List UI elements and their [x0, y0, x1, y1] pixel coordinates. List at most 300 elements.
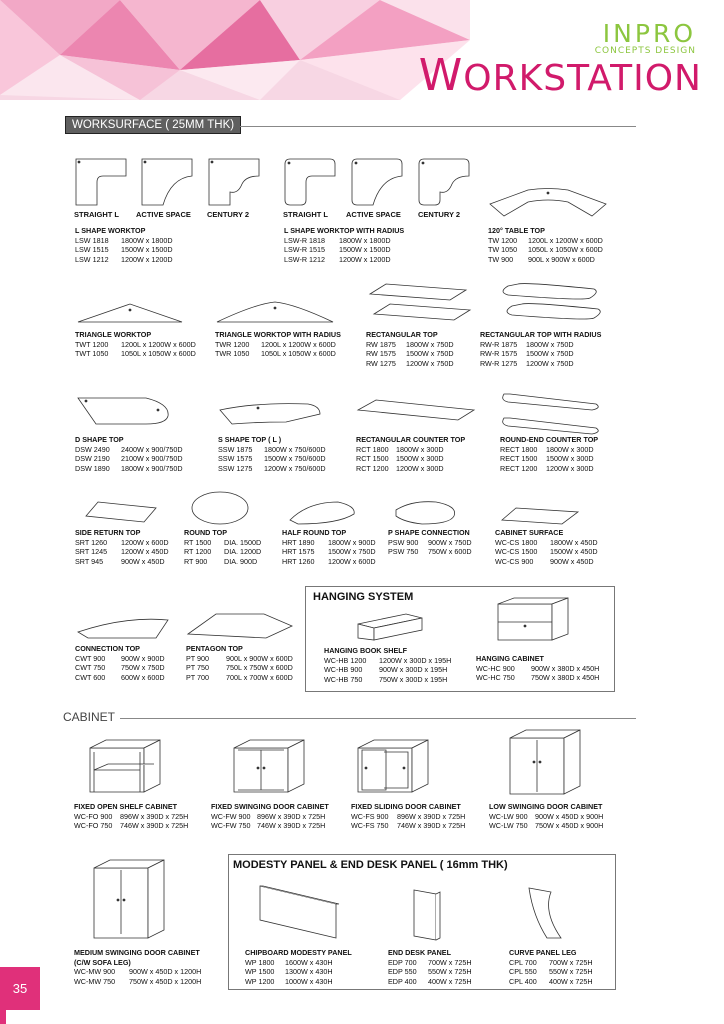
spec-size: 900L x 900W x 600D: [528, 254, 595, 264]
spec-size: 1200W x 450D: [121, 547, 169, 557]
spec-code: EDP 400: [388, 976, 417, 986]
spec-row: [476, 664, 599, 674]
spec-row: [488, 255, 603, 265]
spec-code: WP 1800: [245, 957, 275, 967]
spec-row: [245, 958, 352, 968]
spec-size: 1050L x 1050W x 600D: [121, 349, 196, 359]
product-triangle: [75, 330, 196, 359]
hanging-book-shelf-drawing: [356, 612, 424, 642]
product-title: S SHAPE TOP ( L ): [218, 435, 282, 444]
spec-row: [75, 349, 196, 359]
spec-row: [75, 673, 165, 683]
spec-size: DIA. 1200D: [224, 547, 262, 557]
rect-top-drawing: [366, 282, 476, 326]
product-round-top: [184, 528, 261, 566]
spec-size: 1800W x 750/600D: [264, 444, 326, 454]
spec-size: 1200W x 750D: [406, 358, 454, 368]
shape-label-straight-l: STRAIGHT L: [74, 210, 119, 219]
spec-code: WC-HB 750: [324, 674, 363, 684]
spec-row: [495, 557, 598, 567]
spec-row: [186, 673, 293, 683]
spec-row: [480, 359, 601, 369]
spec-code: HRT 1890: [282, 537, 315, 547]
spec-size: 550W x 725H: [428, 967, 472, 977]
product-title: CONNECTION TOP: [75, 644, 140, 653]
spec-size: 700W x 725H: [549, 957, 593, 967]
cabinet-surface-drawing: [500, 506, 580, 526]
straight-l-drawing: [75, 158, 127, 206]
spec-code: TWT 1200: [75, 339, 109, 349]
swinging-door-cabinet-drawing: [232, 738, 306, 794]
shape-label-straight-l-radius: STRAIGHT L: [283, 210, 328, 219]
product-title: TRIANGLE WORKTOP: [75, 330, 152, 339]
spec-code: PT 700: [186, 672, 210, 682]
spec-size: 1500W x 300D: [396, 454, 444, 464]
spec-row: [351, 812, 465, 822]
product-low-swinging-cabinet: [489, 802, 603, 831]
spec-size: 1200W x 300D: [396, 463, 444, 473]
page-title-initial: W: [418, 50, 464, 101]
spec-code: CPL 400: [509, 976, 537, 986]
spec-code: RW 1275: [366, 358, 396, 368]
spec-code: HRT 1260: [282, 556, 315, 566]
spec-row: [284, 245, 404, 255]
product-title: D SHAPE TOP: [75, 435, 124, 444]
spec-row: [75, 663, 165, 673]
spec-code: EDP 700: [388, 957, 417, 967]
spec-row: [186, 663, 293, 673]
brand-subtitle: CONCEPTS DESIGN: [594, 46, 696, 56]
spec-code: CWT 900: [75, 653, 106, 663]
spec-size: 1300W x 430H: [285, 967, 333, 977]
spec-code: WC-MW 900: [74, 967, 116, 977]
spec-row: [75, 255, 173, 265]
spec-size: 1600W x 430H: [285, 957, 333, 967]
spec-size: 896W x 390D x 725H: [397, 811, 466, 821]
spec-row: [500, 454, 598, 464]
spec-size: 1800W x 750D: [526, 339, 574, 349]
spec-row: [356, 445, 465, 455]
low-swinging-door-cabinet-drawing: [508, 728, 582, 796]
spec-size: 750W x 750D: [121, 663, 165, 673]
spec-row: [75, 445, 183, 455]
spec-size: 2400W x 900/750D: [121, 444, 183, 454]
spec-row: [75, 538, 169, 548]
spec-row: [488, 245, 603, 255]
spec-code: RW-R 1875: [480, 339, 518, 349]
product-rect-top-radius: [480, 330, 601, 368]
spec-size: 700L x 700W x 600D: [226, 672, 293, 682]
product-side-return: [75, 528, 169, 566]
spec-row: [509, 977, 593, 987]
spec-code: RT 1200: [184, 547, 212, 557]
spec-row: [388, 977, 472, 987]
spec-row: [186, 654, 293, 664]
spec-row: [75, 557, 169, 567]
spec-size: 1500W x 750D: [328, 547, 376, 557]
product-title: FIXED SWINGING DOOR CABINET: [211, 802, 329, 811]
product-pentagon-top: [186, 644, 293, 682]
spec-row: [284, 236, 404, 246]
product-title: L SHAPE WORKTOP: [75, 226, 146, 235]
spec-code: WC-FS 900: [351, 811, 389, 821]
spec-code: WC-HC 900: [476, 663, 515, 673]
product-rect-counter: [356, 435, 465, 473]
spec-size: 900W x 450D x 900H: [535, 811, 604, 821]
spec-code: RCT 1500: [356, 454, 389, 464]
s-shape-drawing: [218, 400, 322, 426]
worksurface-divider: [240, 126, 636, 127]
spec-code: WC-FW 900: [211, 811, 251, 821]
product-hanging-cabinet: [476, 654, 599, 683]
spec-row: [75, 236, 173, 246]
spec-code: EDP 550: [388, 967, 417, 977]
spec-size: 600W x 600D: [121, 672, 165, 682]
spec-size: 900W x 900D: [121, 653, 165, 663]
product-title: LOW SWINGING DOOR CABINET: [489, 802, 603, 811]
brand-logo: [594, 19, 696, 56]
spec-size: 1050L x 1050W x 600D: [528, 245, 603, 255]
product-title: CABINET SURFACE: [495, 528, 564, 537]
hanging-system-title: HANGING SYSTEM: [313, 591, 414, 603]
product-title: HANGING CABINET: [476, 654, 544, 663]
spec-size: 400W x 725H: [428, 976, 472, 986]
spec-row: [218, 445, 326, 455]
spec-code: RCT 1200: [356, 463, 389, 473]
spec-row: [366, 349, 454, 359]
spec-size: 1500W x 1500D: [121, 245, 173, 255]
spec-size: 900W x 750D: [428, 537, 472, 547]
spec-size: 1500W x 750D: [526, 349, 574, 359]
spec-row: [75, 454, 183, 464]
spec-row: [184, 557, 261, 567]
spec-size: 700W x 725H: [428, 957, 472, 967]
product-connection-top: [75, 644, 165, 682]
spec-row: [75, 547, 169, 557]
spec-code: RW 1575: [366, 349, 396, 359]
spec-row: [366, 340, 454, 350]
spec-row: [509, 967, 593, 977]
spec-row: [388, 958, 472, 968]
product-half-round: [282, 528, 376, 566]
spec-row: [366, 359, 454, 369]
triangle-radius-drawing: [215, 300, 335, 324]
side-return-drawing: [84, 500, 158, 524]
spec-row: [74, 812, 188, 822]
spec-size: 900W x 380D x 450H: [531, 663, 600, 673]
spec-code: WC-CS 1800: [495, 537, 538, 547]
spec-size: 1200W x 1200D: [121, 254, 173, 264]
spec-code: TWR 1200: [215, 339, 250, 349]
spec-code: TW 1200: [488, 235, 518, 245]
cabinet-section-title: CABINET: [63, 710, 116, 724]
product-cabinet-surface: [495, 528, 598, 566]
chipboard-modesty-panel-drawing: [258, 884, 340, 940]
spec-row: [215, 340, 341, 350]
product-title: L SHAPE WORKTOP WITH RADIUS: [284, 226, 405, 235]
product-title: FIXED SLIDING DOOR CABINET: [351, 802, 461, 811]
spec-row: [324, 665, 451, 675]
spec-size: 1800W x 450D: [550, 537, 598, 547]
spec-code: WP 1500: [245, 967, 275, 977]
pentagon-top-drawing: [186, 612, 294, 640]
spec-row: [75, 340, 196, 350]
spec-row: [282, 547, 376, 557]
product-l-shape: [75, 226, 173, 264]
medium-swinging-door-cabinet-drawing: [92, 858, 166, 940]
spec-code: WC-HB 900: [324, 665, 363, 675]
hanging-cabinet-drawing: [496, 596, 570, 642]
spec-row: [509, 958, 593, 968]
product-title: CHIPBOARD MODESTY PANEL: [245, 948, 352, 957]
spec-code: LSW-R 1515: [284, 245, 326, 255]
product-title: RECTANGULAR TOP: [366, 330, 438, 339]
spec-row: [211, 821, 329, 831]
spec-row: [324, 675, 451, 685]
spec-code: CPL 550: [509, 967, 537, 977]
d-shape-drawing: [76, 394, 172, 426]
product-title: PENTAGON TOP: [186, 644, 243, 653]
spec-code: RT 900: [184, 556, 208, 566]
spec-row: [75, 464, 183, 474]
product-chipboard-modesty-panel: [245, 948, 352, 986]
spec-row: [500, 445, 598, 455]
spec-code: WC-LW 750: [489, 821, 528, 831]
spec-size: 1200L x 1200W x 600D: [121, 339, 196, 349]
spec-code: WC-HC 750: [476, 673, 515, 683]
product-subtitle: (C/W SOFA LEG): [74, 957, 131, 967]
spec-code: WC-HB 1200: [324, 655, 367, 665]
spec-code: WC-LW 900: [489, 811, 528, 821]
rect-top-radius-drawing: [496, 282, 606, 326]
p-shape-drawing: [392, 498, 460, 526]
spec-row: [74, 977, 201, 987]
product-hanging-book-shelf: [324, 646, 451, 684]
spec-size: DIA. 1500D: [224, 537, 262, 547]
spec-size: 1200W x 1200D: [339, 254, 391, 264]
spec-code: LSW-R 1212: [284, 254, 326, 264]
spec-row: [495, 538, 598, 548]
spec-size: 1500W x 1500D: [339, 245, 391, 255]
spec-code: RW-R 1575: [480, 349, 518, 359]
spec-size: 1200L x 1200W x 600D: [528, 235, 603, 245]
spec-size: 1800W x 300D: [546, 444, 594, 454]
spec-size: 1500W x 450D: [550, 547, 598, 557]
spec-row: [184, 547, 261, 557]
product-title: RECTANGULAR TOP WITH RADIUS: [480, 330, 602, 339]
spec-size: 1000W x 430H: [285, 976, 333, 986]
spec-code: RW-R 1275: [480, 358, 518, 368]
product-title: HANGING BOOK SHELF: [324, 646, 408, 655]
spec-code: RECT 1500: [500, 454, 538, 464]
product-sliding-door-cabinet: [351, 802, 465, 831]
spec-code: WC-MW 750: [74, 976, 116, 986]
century-2-radius-drawing: [418, 158, 470, 206]
spec-size: 1800W x 300D: [396, 444, 444, 454]
spec-code: SRT 1260: [75, 537, 108, 547]
sliding-door-cabinet-drawing: [356, 738, 430, 794]
modesty-panel-title: MODESTY PANEL & END DESK PANEL ( 16mm THK): [233, 859, 508, 871]
spec-size: 1500W x 750D: [406, 349, 454, 359]
product-medium-swinging-cabinet: [74, 948, 201, 986]
spec-code: HRT 1575: [282, 547, 315, 557]
product-p-shape: [388, 528, 472, 557]
product-title: SIDE RETURN TOP: [75, 528, 141, 537]
product-l-shape-radius: [284, 226, 404, 264]
shape-label-active-space: ACTIVE SPACE: [136, 210, 191, 219]
spec-code: PT 900: [186, 653, 210, 663]
spec-code: RW 1875: [366, 339, 396, 349]
spec-code: TW 1050: [488, 245, 518, 255]
product-rect-top: [366, 330, 454, 368]
spec-code: LSW 1212: [75, 254, 109, 264]
product-title: TRIANGLE WORKTOP WITH RADIUS: [215, 330, 341, 339]
spec-code: PT 750: [186, 663, 210, 673]
spec-code: SSW 1275: [218, 463, 253, 473]
spec-row: [245, 977, 352, 987]
end-desk-panel-drawing: [412, 888, 442, 942]
spec-size: 1200W x 750D: [526, 358, 574, 368]
spec-size: 900W x 450D: [550, 556, 594, 566]
spec-size: 750L x 750W x 600D: [226, 663, 293, 673]
spec-size: 1800W x 900/750D: [121, 463, 183, 473]
spec-code: CPL 700: [509, 957, 537, 967]
spec-size: 900W x 450D x 1200H: [129, 967, 202, 977]
spec-size: 1500W x 750/600D: [264, 454, 326, 464]
spec-size: 900W x 450D: [121, 556, 165, 566]
spec-size: 1200L x 1200W x 600D: [261, 339, 336, 349]
spec-size: 2100W x 900/750D: [121, 454, 183, 464]
spec-size: 1800W x 1800D: [121, 235, 173, 245]
product-title: FIXED OPEN SHELF CABINET: [74, 802, 178, 811]
spec-code: RECT 1800: [500, 444, 538, 454]
product-round-end-counter: [500, 435, 598, 473]
century-2-drawing: [208, 158, 260, 206]
spec-code: WC-FO 750: [74, 821, 113, 831]
spec-row: [489, 812, 603, 822]
spec-size: 1800W x 750D: [406, 339, 454, 349]
product-title: P SHAPE CONNECTION: [388, 528, 470, 537]
spec-size: 1800W x 1800D: [339, 235, 391, 245]
spec-code: WP 1200: [245, 976, 275, 986]
product-title: ROUND-END COUNTER TOP: [500, 435, 599, 444]
product-d-shape: [75, 435, 183, 473]
spec-row: [356, 454, 465, 464]
spec-code: TWT 1050: [75, 349, 109, 359]
spec-size: 1200W x 600D: [121, 537, 169, 547]
product-title: MEDIUM SWINGING DOOR CABINET: [74, 948, 200, 957]
spec-row: [245, 967, 352, 977]
spec-code: WC-FO 900: [74, 811, 113, 821]
spec-size: 900L x 900W x 600D: [226, 653, 293, 663]
spec-size: 550W x 725H: [549, 967, 593, 977]
spec-row: [282, 538, 376, 548]
product-title: HALF ROUND TOP: [282, 528, 347, 537]
spec-row: [284, 255, 404, 265]
spec-row: [324, 656, 451, 666]
spec-row: [75, 654, 165, 664]
spec-code: LSW 1515: [75, 245, 109, 255]
round-end-counter-drawing: [496, 392, 606, 438]
half-round-drawing: [288, 500, 358, 526]
product-title: RECTANGULAR COUNTER TOP: [356, 435, 466, 444]
spec-row: [476, 673, 599, 683]
spec-size: 900W x 300D x 195H: [379, 665, 448, 675]
rect-counter-drawing: [356, 398, 476, 424]
spec-row: [184, 538, 261, 548]
shape-label-active-space-radius: ACTIVE SPACE: [346, 210, 401, 219]
spec-code: WC-CS 1500: [495, 547, 538, 557]
spec-size: 1800W x 900D: [328, 537, 376, 547]
product-open-shelf-cabinet: [74, 802, 188, 831]
spec-size: 1500W x 300D: [546, 454, 594, 464]
spec-code: LSW 1818: [75, 235, 109, 245]
spec-size: 746W x 390D x 725H: [257, 821, 326, 831]
spec-code: RECT 1200: [500, 463, 538, 473]
spec-code: SSW 1875: [218, 444, 253, 454]
product-swinging-door-cabinet: [211, 802, 329, 831]
spec-row: [351, 821, 465, 831]
spec-row: [218, 464, 326, 474]
spec-size: 746W x 390D x 725H: [397, 821, 466, 831]
spec-code: SRT 1245: [75, 547, 108, 557]
spec-code: WC-CS 900: [495, 556, 534, 566]
product-title: ROUND TOP: [184, 528, 227, 537]
table-120-drawing: [488, 186, 608, 220]
product-s-shape: [218, 435, 326, 473]
spec-row: [500, 464, 598, 474]
spec-size: 1200W x 300D: [546, 463, 594, 473]
spec-size: 400W x 725H: [549, 976, 593, 986]
spec-row: [211, 812, 329, 822]
product-title: END DESK PANEL: [388, 948, 451, 957]
page-title-rest: ORKSTATION: [463, 58, 702, 99]
spec-size: 896W x 390D x 725H: [120, 811, 189, 821]
shape-label-century-2: CENTURY 2: [207, 210, 250, 219]
spec-size: DIA. 900D: [224, 556, 258, 566]
curve-panel-leg-drawing: [527, 886, 567, 942]
brand-name: INPRO: [602, 19, 696, 48]
product-title: 120° TABLE TOP: [488, 226, 545, 235]
spec-code: WC-FW 750: [211, 821, 251, 831]
spec-row: [215, 349, 341, 359]
spec-size: 750W x 450D x 900H: [535, 821, 604, 831]
active-space-drawing: [141, 158, 193, 206]
spec-row: [74, 821, 188, 831]
spec-row: [388, 547, 472, 557]
spec-code: RT 1500: [184, 537, 212, 547]
spec-code: CWT 750: [75, 663, 106, 673]
product-title: CURVE PANEL LEG: [509, 948, 577, 957]
product-end-desk-panel: [388, 948, 472, 986]
spec-code: LSW-R 1818: [284, 235, 326, 245]
spec-size: 1200W x 300D x 195H: [379, 655, 452, 665]
product-triangle-radius: [215, 330, 341, 359]
spec-size: 750W x 380D x 450H: [531, 673, 600, 683]
spec-row: [495, 547, 598, 557]
spec-size: 746W x 390D x 725H: [120, 821, 189, 831]
spec-size: 750W x 300D x 195H: [379, 674, 448, 684]
spec-code: CWT 600: [75, 672, 106, 682]
worksurface-section-title: WORKSURFACE ( 25MM THK): [65, 116, 241, 134]
spec-row: [480, 349, 601, 359]
spec-code: SSW 1575: [218, 454, 253, 464]
spec-row: [388, 967, 472, 977]
spec-code: SRT 945: [75, 556, 104, 566]
spec-row: [74, 967, 201, 977]
round-top-drawing: [190, 490, 250, 526]
spec-size: 750W x 600D: [428, 547, 472, 557]
